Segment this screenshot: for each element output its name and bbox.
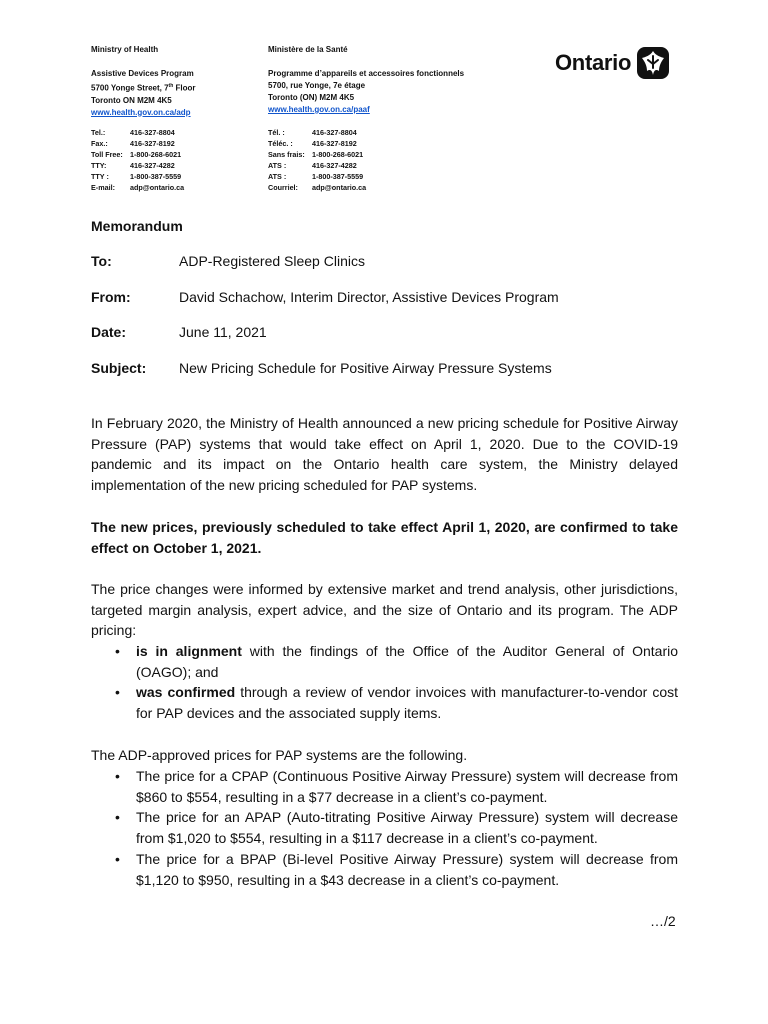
contact-row: Courriel: adp@ontario.ca (268, 183, 367, 192)
list-item: • was confirmed through a review of vendor invoices with manufacturer-to-vendor cost for PAP devices and the associated supply items. (115, 684, 679, 722)
header-english (91, 44, 195, 119)
header-french (268, 44, 464, 116)
program-name-en: Assistive Devices Program (91, 69, 194, 78)
subject-label: Subject: (91, 360, 147, 376)
approved-prices-intro: The ADP-approved prices for PAP systems are the following. (91, 747, 468, 763)
page-continuation-marker: …/2 (650, 913, 676, 929)
to-label: To: (91, 253, 112, 269)
contact-row: Toll Free: 1-800-268-6021 (91, 150, 182, 159)
street-address-fr: 5700, rue Yonge, 7e étage (268, 81, 366, 90)
pricing-alignment-list (91, 641, 678, 724)
to-value: ADP-Registered Sleep Clinics (179, 253, 365, 269)
list-item: • The price for an APAP (Auto-titrating Positive Airway Pressure) system will decrease from $1,020 to $554, resulting in a $117 decrease in a client’s co-payment. (115, 809, 678, 847)
date-label: Date: (91, 324, 127, 340)
logo-wordmark: Ontario (555, 50, 632, 75)
contact-row: Tel.: 416-327-8804 (91, 128, 175, 137)
website-link-en[interactable]: www.health.gov.on.ca/adp (91, 107, 191, 117)
contact-row: TTY: 416-327-4282 (91, 161, 175, 170)
ministry-name-en: Ministry of Health (91, 45, 159, 54)
contact-row: Téléc. : 416-327-8192 (268, 139, 357, 148)
street-address-en: 5700 Yonge Street, 7th Floor (91, 83, 196, 93)
list-item: • The price for a BPAP (Bi-level Positive Airway Pressure) system will decrease from $1,120 to $950, resulting in a $43 decrease in a client’s co-payment. (115, 850, 678, 888)
contact-list-fr (268, 127, 366, 193)
program-name-fr: Programme d’appareils et accessoires fonctionnels (268, 69, 465, 78)
list-item: • is in alignment with the findings of the Office of the Auditor General of Ontario (OAGO); and (115, 643, 678, 680)
contact-row: TTY : 1-800-387-5559 (91, 172, 182, 181)
contact-row: ATS : 416-327-4282 (268, 161, 357, 170)
contact-row: Tél. : 416-327-8804 (268, 128, 357, 137)
contact-row: Fax.: 416-327-8192 (91, 139, 175, 148)
contact-list-en (91, 127, 184, 193)
from-value: David Schachow, Interim Director, Assistive Devices Program (179, 289, 559, 305)
memo-title: Memorandum (91, 218, 183, 234)
from-label: From: (91, 289, 131, 305)
website-link-fr[interactable]: www.health.gov.on.ca/paaf (268, 105, 370, 114)
contact-row: E-mail: adp@ontario.ca (91, 183, 185, 192)
approved-prices-list (91, 766, 678, 890)
subject-value: New Pricing Schedule for Positive Airway Pressure Systems (179, 360, 552, 376)
list-item: • The price for a CPAP (Continuous Positive Airway Pressure) system will decrease from $860 to $554, resulting in a $77 decrease in a client’s co-payment. (115, 768, 678, 805)
city-address-fr: Toronto (ON) M2M 4K5 (268, 93, 355, 102)
ontario-logo (555, 47, 669, 79)
ministry-name-fr: Ministère de la Santé (268, 45, 348, 54)
confirmation-paragraph: The new prices, previously scheduled to take effect April 1, 2020, are confirmed to take effect on October 1, 2021. (91, 519, 678, 556)
contact-row: ATS : 1-800-387-5559 (268, 172, 364, 181)
contact-row: Sans frais: 1-800-268-6021 (268, 150, 364, 159)
date-value: June 11, 2021 (179, 324, 267, 340)
city-address-en: Toronto ON M2M 4K5 (91, 95, 172, 105)
ontario-trillium-icon (637, 47, 669, 79)
analysis-paragraph: The price changes were informed by extensive market and trend analysis, other jurisdictions, targeted margin analysis, expert advice, and the size of Ontario and its program. The ADP pricing: (91, 581, 678, 639)
intro-paragraph: In February 2020, the Ministry of Health announced a new pricing schedule for Positive Airway Pressure (PAP) systems that would take effect on April 1, 2020. Due to the COVID-19 pandemic and its impact on the Ontario health care system, the Ministry delayed implementation of the new pricing scheduled for PAP systems. (91, 415, 678, 494)
